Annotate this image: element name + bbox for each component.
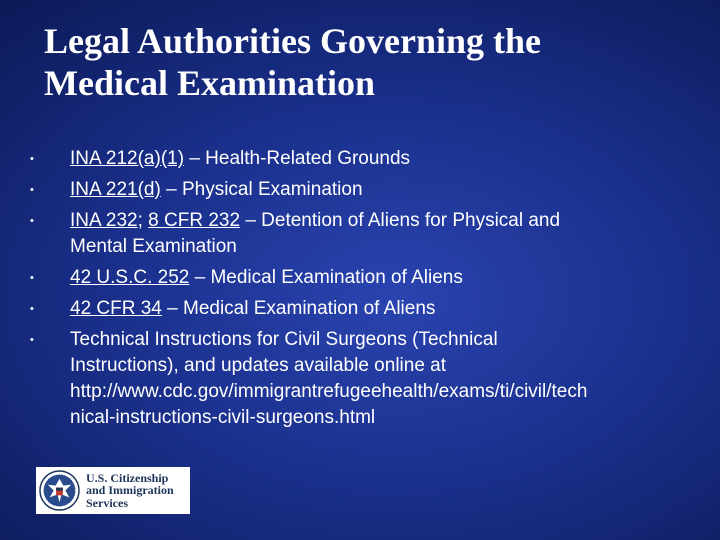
cdc-url-part-1: http://www.cdc.gov/immigrantrefugeehealth/exams/ti/civil/tech: [70, 381, 588, 402]
bullet-text: Technical Instructions for Civil Surgeons (Technical: [70, 329, 498, 350]
bullet-text-continued: Instructions), and updates available online at: [70, 355, 447, 376]
cdc-url-part-2: nical-instructions-civil-surgeons.html: [70, 407, 376, 428]
bullet-item-technical-instructions: [28, 327, 688, 431]
logo-line-2: and Immigration: [86, 483, 174, 498]
bullet-text: – Health-Related Grounds: [184, 148, 411, 169]
bullet-text-continued: Mental Examination: [70, 236, 237, 257]
bullet-item-ina-221: [28, 177, 688, 203]
slide-title: [44, 20, 684, 104]
bullet-separator: ;: [137, 210, 149, 231]
logo-line-3: Services: [86, 495, 128, 510]
bullet-item-ina-212: [28, 146, 688, 172]
bullet-dot-icon: •: [30, 303, 34, 315]
cfr-42-34-link[interactable]: 42 CFR 34: [70, 298, 162, 319]
ina-232-link[interactable]: INA 232: [70, 210, 138, 231]
cfr-8-232-link[interactable]: 8 CFR 232: [148, 210, 241, 231]
bullet-text: – Medical Examination of Aliens: [189, 267, 463, 288]
usc-252-link[interactable]: 42 U.S.C. 252: [70, 267, 190, 288]
bullet-dot-icon: •: [30, 215, 34, 227]
slide-title-line-1: Legal Authorities Governing the: [44, 21, 541, 61]
bullet-list: [28, 146, 688, 436]
ina-212-link[interactable]: INA 212(a)(1): [70, 148, 185, 169]
bullet-item-usc-252: [28, 265, 688, 291]
bullet-dot-icon: •: [30, 153, 34, 165]
bullet-dot-icon: •: [30, 272, 34, 284]
bullet-item-cfr-42-34: [28, 296, 688, 322]
bullet-item-ina-232: [28, 208, 688, 260]
dhs-seal-icon: [39, 470, 80, 511]
bullet-dot-icon: •: [30, 334, 34, 346]
slide-title-line-2: Medical Examination: [44, 63, 375, 103]
bullet-text: – Physical Examination: [160, 179, 363, 200]
bullet-text: – Medical Examination of Aliens: [161, 298, 436, 319]
bullet-text: – Detention of Aliens for Physical and: [240, 210, 561, 231]
uscis-logo: [36, 467, 190, 514]
ina-221-link[interactable]: INA 221(d): [70, 179, 161, 200]
uscis-logo-text: [86, 472, 174, 510]
bullet-dot-icon: •: [30, 184, 34, 196]
logo-line-1: U.S. Citizenship: [86, 470, 169, 485]
